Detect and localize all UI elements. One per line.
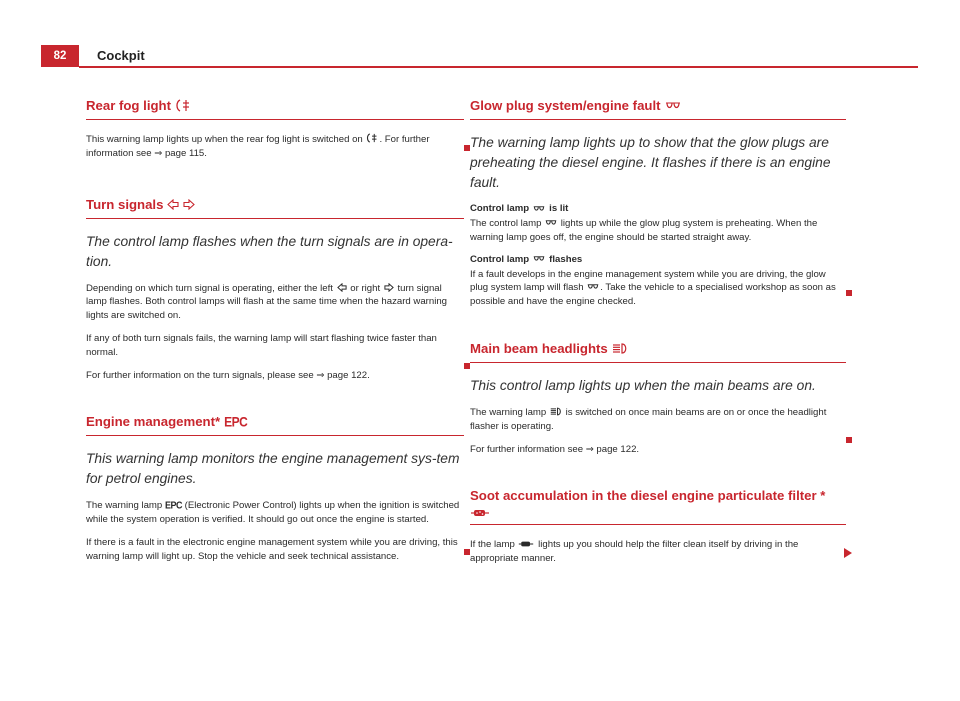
lead-text: The control lamp flashes when the turn signals are in opera-tion.	[86, 233, 453, 269]
subheading	[470, 254, 846, 265]
text: . For further information see ⇒ page 115.	[86, 134, 430, 159]
rear-fog-light-icon	[175, 99, 191, 112]
heading-text: Main beam headlights	[470, 340, 608, 356]
section-main-beam	[470, 339, 846, 456]
section-glow-plug	[470, 96, 846, 309]
section-engine-management	[86, 412, 464, 563]
particulate-filter-icon	[518, 540, 534, 548]
page-title: Cockpit	[97, 48, 145, 63]
heading-text: Soot accumulation in the diesel engine particulate filter *	[470, 488, 826, 504]
heading-text: Turn signals	[86, 196, 164, 212]
text: lights up you should help the filter clean itself by driving in the appropriate manner.	[470, 539, 799, 565]
continue-arrow-icon	[844, 548, 852, 558]
paragraph	[86, 133, 464, 161]
turn-right-arrow-icon	[384, 283, 394, 292]
text: Control lamp	[470, 253, 530, 265]
paragraph	[470, 406, 846, 434]
lead-text: This control lamp lights up when the main beams are on.	[470, 377, 816, 393]
lead-text: This warning lamp monitors the engine management sys-tem for petrol engines.	[86, 451, 460, 487]
header-rule	[79, 66, 918, 68]
text: The control lamp	[470, 218, 542, 229]
right-column	[470, 96, 846, 590]
section-turn-signals	[86, 195, 464, 383]
glow-plug-icon	[545, 219, 557, 227]
glow-plug-icon	[533, 205, 545, 213]
turn-left-arrow-icon	[167, 199, 179, 210]
paragraph: For further information on the turn signals, please see ⇒ page 122.	[86, 369, 370, 381]
section-heading	[86, 412, 464, 436]
text: or right	[350, 282, 381, 294]
text: lights up while the glow plug system is preheating. When the warning lamp goes off, the engine should be started straight away.	[470, 218, 818, 243]
paragraph: If any of both turn signals fails, the warning lamp will start flashing twice faster than normal.	[86, 332, 437, 358]
text: Depending on which turn signal is operating, either the left	[86, 282, 333, 294]
paragraph	[470, 538, 846, 566]
heading-text: Rear fog light	[86, 98, 171, 113]
main-beam-icon	[612, 343, 628, 354]
text: Control lamp	[470, 203, 530, 214]
section-heading	[470, 96, 846, 120]
text: This warning lamp lights up when the rear fog light is switched on	[86, 134, 363, 145]
text: The warning lamp	[470, 406, 547, 418]
glow-plug-icon	[587, 283, 599, 291]
heading-text: Engine management*	[86, 414, 221, 430]
glow-plug-icon	[533, 255, 545, 263]
text: The warning lamp	[86, 500, 163, 512]
text: . Take the vehicle to a specialised workshop as soon as possible and have the engine checked.	[470, 282, 836, 308]
text: (Electronic Power Control) lights up when the ignition is switched while the system operation is verified. It should go out once the engine is started.	[86, 500, 460, 526]
glow-plug-icon	[665, 101, 681, 111]
subheading	[470, 203, 846, 214]
section-heading	[470, 339, 846, 363]
paragraph	[86, 499, 464, 527]
text: If the lamp	[470, 539, 515, 551]
text: If a fault develops in the engine management system while you are driving, the glow plug system lamp will flash	[470, 268, 826, 294]
section-heading	[86, 96, 464, 120]
paragraph	[86, 282, 464, 323]
paragraph: For further information see ⇒ page 122.	[470, 443, 640, 455]
page-number: 82	[41, 45, 79, 67]
paragraph	[470, 217, 846, 245]
paragraph	[470, 268, 846, 309]
paragraph: If there is a fault in the electronic engine management system while you are driving, this warning lamp will light up. Stop the vehicle and seek technical assistance.	[86, 536, 458, 562]
section-rear-fog-light	[86, 96, 464, 161]
section-soot-accumulation	[470, 486, 846, 566]
turn-left-arrow-icon	[337, 283, 347, 292]
section-end-marker	[846, 437, 852, 443]
text: is lit	[549, 203, 569, 214]
section-heading	[470, 486, 846, 525]
rear-fog-light-icon	[366, 133, 378, 143]
epc-icon: EPC	[224, 413, 248, 430]
epc-icon: EPC	[164, 499, 182, 511]
text: is switched on once main beams are on or once the headlight flasher is operating.	[470, 406, 827, 432]
left-column	[86, 96, 464, 588]
lead-text: The warning lamp lights up to show that the glow plugs are preheating the diesel engine. It flashes if there is an engine fault.	[470, 135, 831, 190]
particulate-filter-icon	[470, 508, 490, 518]
turn-right-arrow-icon	[183, 199, 195, 210]
section-end-marker	[846, 290, 852, 296]
text: flashes	[549, 253, 583, 265]
section-heading	[86, 195, 464, 219]
text: turn signal lamp flashes. Both control lamps will flash at the same time when the hazard warning lights are switched on.	[86, 282, 448, 322]
main-beam-icon	[550, 407, 562, 416]
heading-text: Glow plug system/engine fault	[470, 98, 661, 113]
